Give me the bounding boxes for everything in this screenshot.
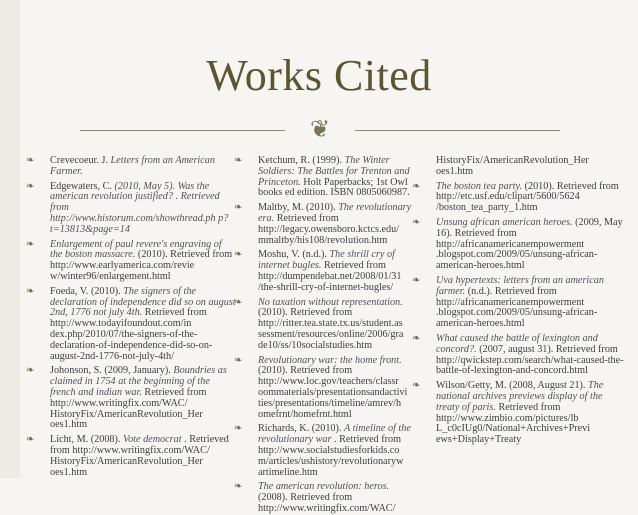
floral-heart-bullet-icon: ❧ [412, 274, 421, 286]
floral-heart-bullet-icon: ❧ [234, 481, 243, 493]
citation-text: Maltby, M. (2010). [258, 202, 339, 214]
citation-title-text: The signers of the declaration of independence did so on august 2nd, 1776 not july 4th. [50, 285, 236, 319]
citation-title-text: Uva hypertexts: letters from an american farmer. [436, 274, 604, 297]
floral-heart-bullet-icon: ❧ [412, 216, 421, 228]
citation-text: Retrieved from http://www.zimbio.com/pictures/lb L_c0cIUg0/National+Archives+Previ ews+Display+Treaty [436, 401, 591, 446]
citation-entry [24, 366, 236, 431]
citation-title-text: The Winter Soldiers: The Battles for Trenton and Princeton. [258, 155, 410, 188]
citation-entry [24, 287, 236, 363]
citation-title-text: (2010, May 5). Was the american revolution justified? . Retrieved from http://www.historum.com/showthread.ph p?t=13813&page=14 [50, 180, 229, 235]
citation-title-text: Vote democrat [123, 434, 182, 446]
citation-text: (2008). Retrieved from http://www.writingfix.com/WAC/ [258, 492, 396, 514]
floral-heart-bullet-icon: ❧ [234, 296, 243, 308]
divider-line-right [355, 130, 560, 131]
citation-entry [410, 156, 624, 178]
citation-text: HistoryFix/AmericanRevolution_Her oes1.htm [436, 155, 589, 177]
citation-text: (2010). Retrieved from http://etc.usf.edu/clipart/5600/5624 /boston_tea_party_1.htm [436, 180, 619, 214]
citation-text: (2009, May 16). Retrieved from http://africanamericanempowerment .blogspot.com/2009/05/unsung-african-american-heroes.html [436, 216, 623, 272]
floral-heart-bullet-icon: ❧ [26, 365, 35, 377]
citation-entry [232, 203, 412, 246]
citation-title-text: The national archives previews display of the treaty of paris. [436, 380, 604, 413]
citations-column-1 [24, 155, 236, 478]
citation-title-text: Letters from an American Farmer. [50, 155, 215, 177]
citation-title-text: Unsung african american heroes. [436, 216, 573, 228]
citation-entry [24, 240, 236, 283]
citation-text: . Retrieved from http://www.writingfix.com/WAC/ HistoryFix/AmericanRevolution_Her oes1.htm [50, 434, 229, 478]
citation-text: Moshu, V. (n.d.). [258, 249, 330, 261]
citation-text: (2010). Retrieved from http://ritter.tea.state.tx.us/student.as sessment/resources/online/2006/gra de10/ss/10socialstudies.htm [258, 307, 404, 351]
citation-text: (2010). Retrieved from http://www.loc.gov/teachers/classr oommaterials/presentationsandactivi ties/presentations/timeline/amrev/h omefrnt/homefrnt.html [258, 365, 408, 420]
citations-column-3 [410, 156, 624, 474]
citation-entry [232, 482, 412, 514]
citation-text: Retrieved from http://dumpendebat.net/2008/01/31 /the-shrill-cry-of-internet-bugles/ [258, 260, 402, 293]
citation-title-text: The revolutionary era. [258, 202, 412, 224]
citation-title-text: The american revolution: heros. [258, 481, 390, 493]
floral-heart-bullet-icon: ❧ [412, 180, 421, 192]
floral-heart-bullet-icon: ❧ [26, 285, 35, 297]
floral-heart-bullet-icon: ❧ [26, 180, 35, 192]
citation-text: Richards, K. (2010). [258, 423, 345, 435]
citation-text: Johonson, S. (2009, January). [50, 365, 174, 377]
floral-heart-bullet-icon: ❧ [412, 380, 421, 392]
citation-title-text: What caused the battle of lexington and concord?. [436, 332, 598, 355]
citation-text: Retrieved from http://legacy.owensboro.kctcs.edu/ mmaltby/his108/revolution.htm [258, 212, 400, 246]
title-divider [80, 117, 560, 143]
citation-entry [410, 276, 624, 330]
citation-title-text: The shrill cry of internet bugles. [258, 249, 395, 272]
citation-text: Retrieved from http://www.writingfix.com/WAC/ HistoryFix/AmericanRevolution_Her oes1.htm [50, 386, 207, 431]
citation-entry [232, 356, 412, 421]
citation-text: Wilson/Getty, M. (2008, August 21). [436, 380, 589, 392]
citation-text: Crevecoeur. J. [50, 155, 111, 166]
citation-entry [410, 381, 624, 446]
citation-entry [232, 298, 412, 352]
citation-entry [24, 156, 236, 178]
citation-text: (2007, august 31). Retrieved from http://qwickstep.com/search/what-caused-the-battle-of-lexington-and-concord.html [436, 343, 624, 377]
citation-entry [24, 182, 236, 236]
floral-heart-bullet-icon: ❧ [26, 434, 35, 446]
slide-title: Works Cited [206, 51, 432, 100]
fleuron-icon: ❦ [309, 117, 331, 143]
floral-heart-bullet-icon: ❧ [412, 332, 421, 344]
citation-text: Holt Paperbacks; 1st Owl books ed edition. ISBN 0805060987. [258, 176, 410, 199]
citation-title-text: No taxation without representation. [258, 296, 403, 308]
divider-line-left [80, 130, 285, 131]
citation-entry [232, 424, 412, 478]
citation-text: Licht, M. (2008). [50, 434, 123, 446]
floral-heart-bullet-icon: ❧ [234, 202, 243, 214]
floral-heart-bullet-icon: ❧ [234, 354, 243, 366]
citation-entry [232, 250, 412, 293]
citation-text: Retrieved from http://www.todayifoundout.com/in dex.php/2010/07/the-signers-of-the-declaration-of-independence-did-so-on-august-2nd-1776-not-july-4th/ [50, 307, 213, 362]
citation-entry [24, 435, 236, 478]
citation-title-text: Revolutionary war: the home front. [258, 354, 402, 366]
citation-entry [410, 182, 624, 214]
citation-text: Foeda, V. (2010). [50, 285, 124, 297]
citation-entry [410, 334, 624, 377]
citation-text: (n.d.). Retrieved from http://africanamericanempowerment .blogspot.com/2009/05/unsung-african-american-heroes.html [436, 285, 598, 330]
citation-text: Edgewaters, C. [50, 180, 115, 192]
floral-heart-bullet-icon: ❧ [234, 249, 243, 261]
citation-text: Ketchum, R. (1999). [258, 155, 345, 166]
citation-text: (2010). Retrieved from http://www.earlyamerica.com/revie w/winter96/enlargement.html [50, 249, 233, 282]
citation-text: . Retrieved from http://www.socialstudiesforkids.co m/articles/ushistory/revolutionaryw artimeline.htm [258, 434, 404, 478]
citation-title-text: A timeline of the revolutionary war [258, 423, 411, 446]
citation-entry [232, 156, 412, 199]
floral-heart-bullet-icon: ❧ [234, 423, 243, 435]
citation-title-text: The boston tea party. [436, 180, 523, 192]
floral-heart-bullet-icon: ❧ [234, 155, 243, 166]
floral-heart-bullet-icon: ❧ [26, 155, 35, 166]
citations-column-2 [232, 155, 412, 514]
citation-entry [410, 218, 624, 272]
citation-title-text: Boundries as claimed in 1754 at the beginning of the french and indian war. [50, 365, 227, 398]
floral-heart-bullet-icon: ❧ [26, 238, 35, 250]
citation-title-text: Enlargement of paul revere's engraving of the boston massacre. [50, 238, 222, 261]
